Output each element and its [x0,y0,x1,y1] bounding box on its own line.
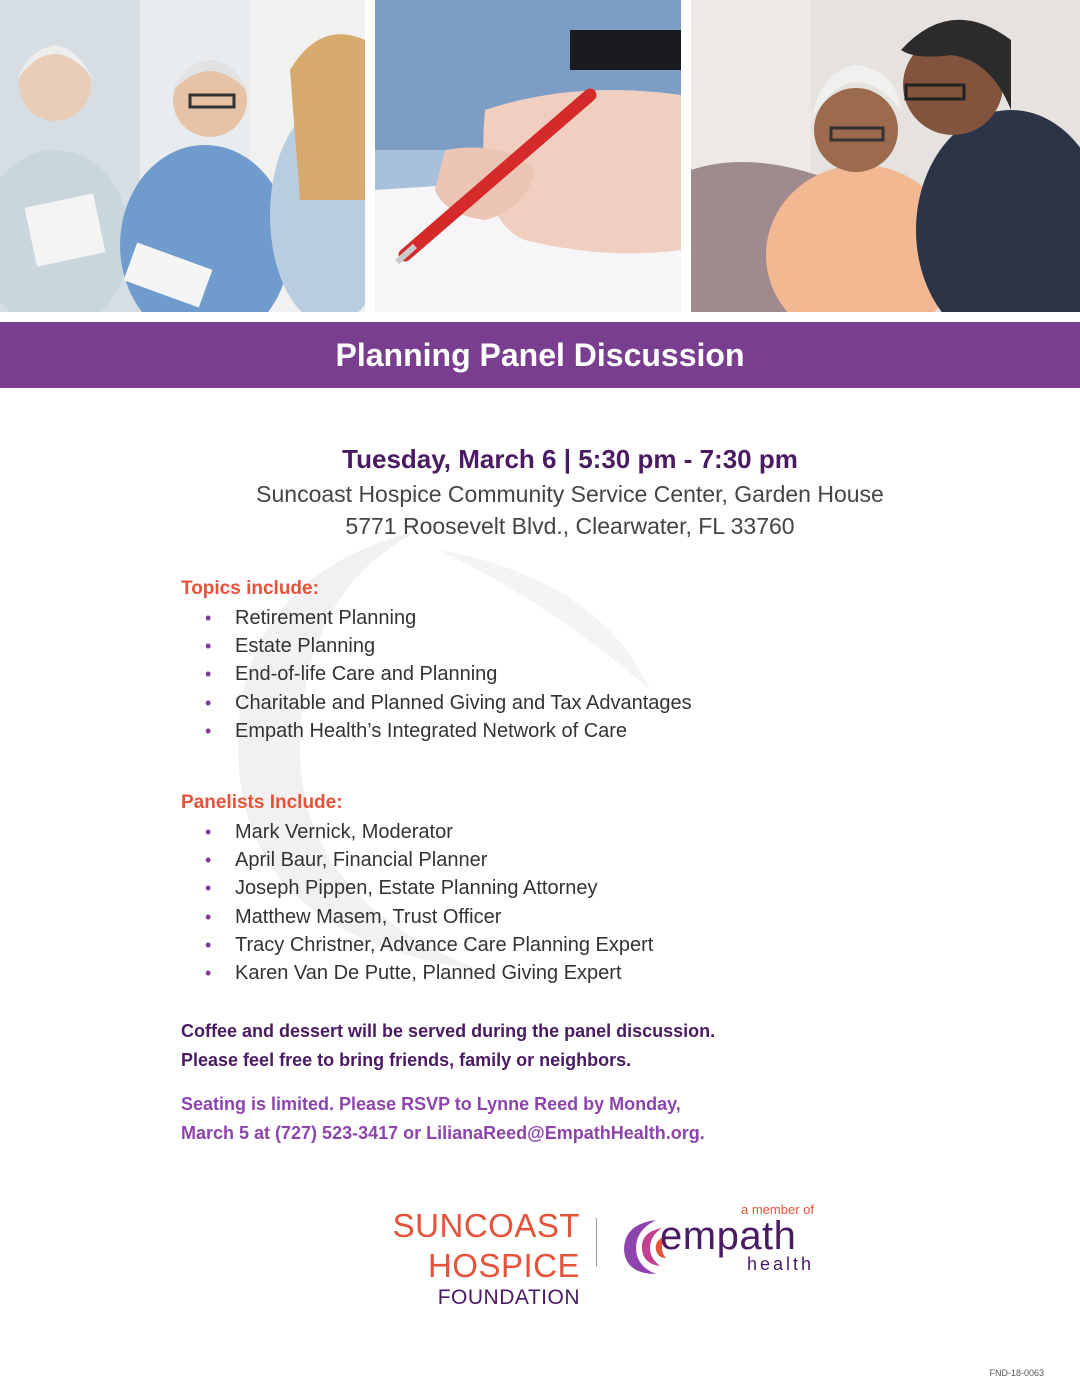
refreshments-line-1: Coffee and dessert will be served during the panel discussion. [181,1021,716,1041]
event-address: 5771 Roosevelt Blvd., Clearwater, FL 33760 [345,513,795,539]
photo-strip [0,0,1080,312]
suncoast-hospice-foundation-logo: SUNCOAST HOSPICE FOUNDATION [392,1207,580,1309]
bullet-icon: • [205,962,212,983]
rsvp-note [181,1090,705,1148]
document-code: FND-18-0063 [989,1368,1044,1378]
bullet-icon: • [205,906,212,927]
bullet-icon: • [205,608,212,628]
panelists-heading: Panelists Include: [181,792,343,813]
event-date-time: Tuesday, March 6 | 5:30 pm - 7:30 pm [342,444,798,474]
seniors-meeting-advisor-photo [0,0,365,312]
list-item: • Retirement Planning [205,604,692,632]
bullet-icon: • [205,720,212,741]
refreshments-line-2: Please feel free to bring friends, family or neighbors. [181,1050,632,1070]
event-venue: Suncoast Hospice Community Service Center, Garden House [256,481,884,507]
list-item: • Joseph Pippen, Estate Planning Attorney [205,874,653,902]
list-item: • Mark Vernick, Moderator [205,818,653,846]
empath-health-logo: a member of empath health [612,1198,832,1288]
bullet-icon: • [205,850,212,871]
topics-list [205,604,692,745]
list-item: • Matthew Masem, Trust Officer [205,903,653,931]
list-item: • Estate Planning [205,632,692,660]
bullet-icon: • [205,692,212,713]
topics-heading: Topics include: [181,578,319,599]
list-item: • End-of-life Care and Planning [205,660,692,688]
list-item: • Tracy Christner, Advance Care Planning Expert [205,931,653,959]
rsvp-line-1: Seating is limited. Please RSVP to Lynne Reed by Monday, [181,1094,681,1114]
rsvp-line-2: March 5 at (727) 523-3417 or LilianaReed@EmpathHealth.org. [181,1123,705,1143]
list-item: • April Baur, Financial Planner [205,846,653,874]
list-item: • Empath Health’s Integrated Network of Care [205,717,692,745]
hand-signing-document-photo [375,0,681,312]
senior-couple-reading-photo [691,0,1080,312]
bullet-icon: • [205,878,212,899]
list-item: • Karen Van De Putte, Planned Giving Expert [205,959,653,987]
event-info [0,440,1080,542]
logo-divider [596,1218,597,1266]
list-item: • Charitable and Planned Giving and Tax Advantages [205,689,692,717]
bullet-icon: • [205,664,212,685]
bullet-icon: • [205,636,212,657]
panelists-list [205,818,653,987]
title-banner [0,322,1080,388]
refreshments-note [181,1017,715,1075]
page-title: Planning Panel Discussion [335,337,745,373]
bullet-icon: • [205,822,212,842]
bullet-icon: • [205,934,212,955]
